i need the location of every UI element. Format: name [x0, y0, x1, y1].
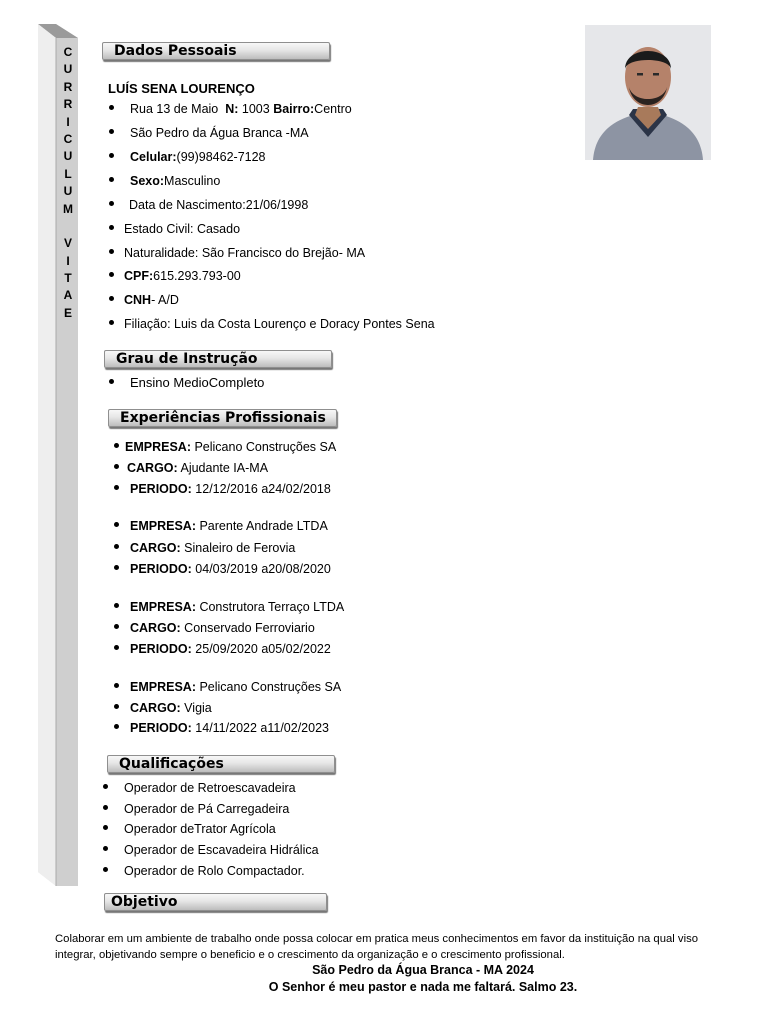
job-period — [130, 481, 331, 497]
qualification-item: Operador de Escavadeira Hidrálica — [124, 843, 319, 857]
sex-label: Sexo: — [130, 174, 165, 188]
naturality-line: Naturalidade: São Francisco do Brejão- MA — [124, 246, 366, 260]
company-value: Pelicano Construções SA — [195, 680, 342, 694]
bullet — [114, 464, 119, 469]
objective-text: Colaborar em um ambiente de trabalho onde possa colocar em pratica meus conhecimentos em favor da instituição na qual viso integrar, objetivando sempre o beneficio e o crescimento da organização e o crescimento profissional. — [55, 933, 699, 961]
job-role — [130, 540, 295, 556]
bullet — [109, 129, 114, 134]
qualification-item: Operador de Pá Carregadeira — [124, 802, 290, 816]
period-value: 04/03/2019 a20/08/2020 — [191, 562, 331, 576]
bullet — [103, 825, 108, 830]
job-company — [130, 599, 344, 615]
company-label: EMPRESA: — [130, 519, 196, 533]
bullet — [109, 249, 114, 254]
bullet — [109, 379, 114, 384]
company-label: EMPRESA: — [130, 680, 196, 694]
cnh-label: CNH — [124, 293, 152, 307]
bullet — [103, 805, 108, 810]
section-header-education: Grau de Instrução — [104, 350, 332, 368]
job-company — [125, 439, 336, 455]
role-label: CARGO: — [130, 621, 181, 635]
role-value: Conservado Ferroviario — [180, 621, 315, 635]
bullet — [114, 603, 119, 608]
cnh-line — [124, 292, 179, 308]
bullet — [109, 177, 114, 182]
address-bairro: Centro — [314, 102, 352, 116]
bullet — [109, 153, 114, 158]
company-value: Construtora Terraço LTDA — [195, 600, 345, 614]
job-period — [130, 641, 331, 657]
address-number-label: N: — [225, 102, 239, 116]
qualification-item: Operador de Rolo Compactador. — [124, 864, 305, 878]
section-header-experience: Experiências Profissionais — [108, 409, 337, 427]
bullet — [114, 624, 119, 629]
company-value: Pelicano Construções SA — [190, 440, 337, 454]
address-bairro-label: Bairro: — [273, 102, 315, 116]
sex-line — [130, 173, 220, 189]
bullet — [109, 296, 114, 301]
phone-label: Celular: — [130, 150, 177, 164]
bullet — [114, 522, 119, 527]
job-role — [127, 460, 268, 476]
bullet — [114, 544, 119, 549]
bullet — [109, 225, 114, 230]
company-label: EMPRESA: — [130, 600, 196, 614]
period-value: 14/11/2022 a11/02/2023 — [191, 721, 329, 735]
phone-line — [130, 149, 266, 165]
role-value: Sinaleiro de Ferovia — [180, 541, 296, 555]
section-header-qualifications: Qualificações — [107, 755, 335, 773]
bullet — [109, 105, 114, 110]
cpf-value: 615.293.793-00 — [153, 269, 241, 283]
qualification-item: Operador de Retroescavadeira — [124, 781, 296, 795]
qualification-item: Operador deTrator Agrícola — [124, 822, 276, 836]
vertical-title-bar — [38, 24, 78, 886]
period-label: PERIODO: — [130, 721, 192, 735]
profile-photo — [585, 25, 711, 160]
address-number: 1003 — [238, 102, 274, 116]
bullet — [114, 565, 119, 570]
role-value: Vigia — [180, 701, 212, 715]
bullet — [114, 724, 119, 729]
bullet — [109, 320, 114, 325]
period-label: PERIODO: — [130, 562, 192, 576]
bullet — [103, 867, 108, 872]
period-value: 25/09/2020 a05/02/2022 — [191, 642, 331, 656]
address-line — [130, 101, 352, 117]
job-period — [130, 720, 329, 736]
address-street: Rua 13 de Maio — [130, 102, 219, 116]
role-label: CARGO: — [130, 701, 181, 715]
cpf-line — [124, 268, 241, 284]
bullet — [114, 485, 119, 490]
filiation-line: Filiação: Luis da Costa Lourenço e Doracy Pontes Sena — [124, 317, 435, 331]
cpf-label: CPF: — [124, 269, 154, 283]
full-name: LUÍS SENA LOURENÇO — [108, 81, 255, 96]
job-company — [130, 518, 328, 534]
company-label: EMPRESA: — [125, 440, 191, 454]
phone-value: (99)98462-7128 — [176, 150, 266, 164]
bullet — [103, 784, 108, 789]
company-value: Parente Andrade LTDA — [195, 519, 328, 533]
bullet — [114, 443, 119, 448]
birth-line: Data de Nascimento:21/06/1998 — [129, 198, 309, 212]
period-label: PERIODO: — [130, 482, 192, 496]
footer-city-year: São Pedro da Água Branca - MA 2024 — [312, 963, 534, 977]
bullet — [114, 704, 119, 709]
section-header-personal: Dados Pessoais — [102, 42, 330, 60]
city-line: São Pedro da Água Branca -MA — [130, 126, 309, 140]
bullet — [109, 272, 114, 277]
sex-value: Masculino — [164, 174, 221, 188]
role-value: Ajudante IA-MA — [177, 461, 269, 475]
job-period — [130, 561, 331, 577]
footer-quote: O Senhor é meu pastor e nada me faltará. Salmo 23. — [268, 980, 578, 994]
bullet — [109, 201, 114, 206]
vertical-title-letters: C U R R I C U L U M V I T A E — [63, 45, 73, 320]
job-company — [130, 679, 341, 695]
bullet — [103, 846, 108, 851]
section-header-objective: Objetivo — [104, 893, 327, 911]
job-role — [130, 700, 212, 716]
bullet — [114, 645, 119, 650]
role-label: CARGO: — [130, 541, 181, 555]
job-role — [130, 620, 315, 636]
period-value: 12/12/2016 a24/02/2018 — [191, 482, 331, 496]
civil-status-line: Estado Civil: Casado — [124, 222, 241, 236]
cnh-value: - A/D — [151, 293, 179, 307]
role-label: CARGO: — [127, 461, 178, 475]
period-label: PERIODO: — [130, 642, 192, 656]
education-item: Ensino MedioCompleto — [130, 375, 265, 390]
bullet — [114, 683, 119, 688]
